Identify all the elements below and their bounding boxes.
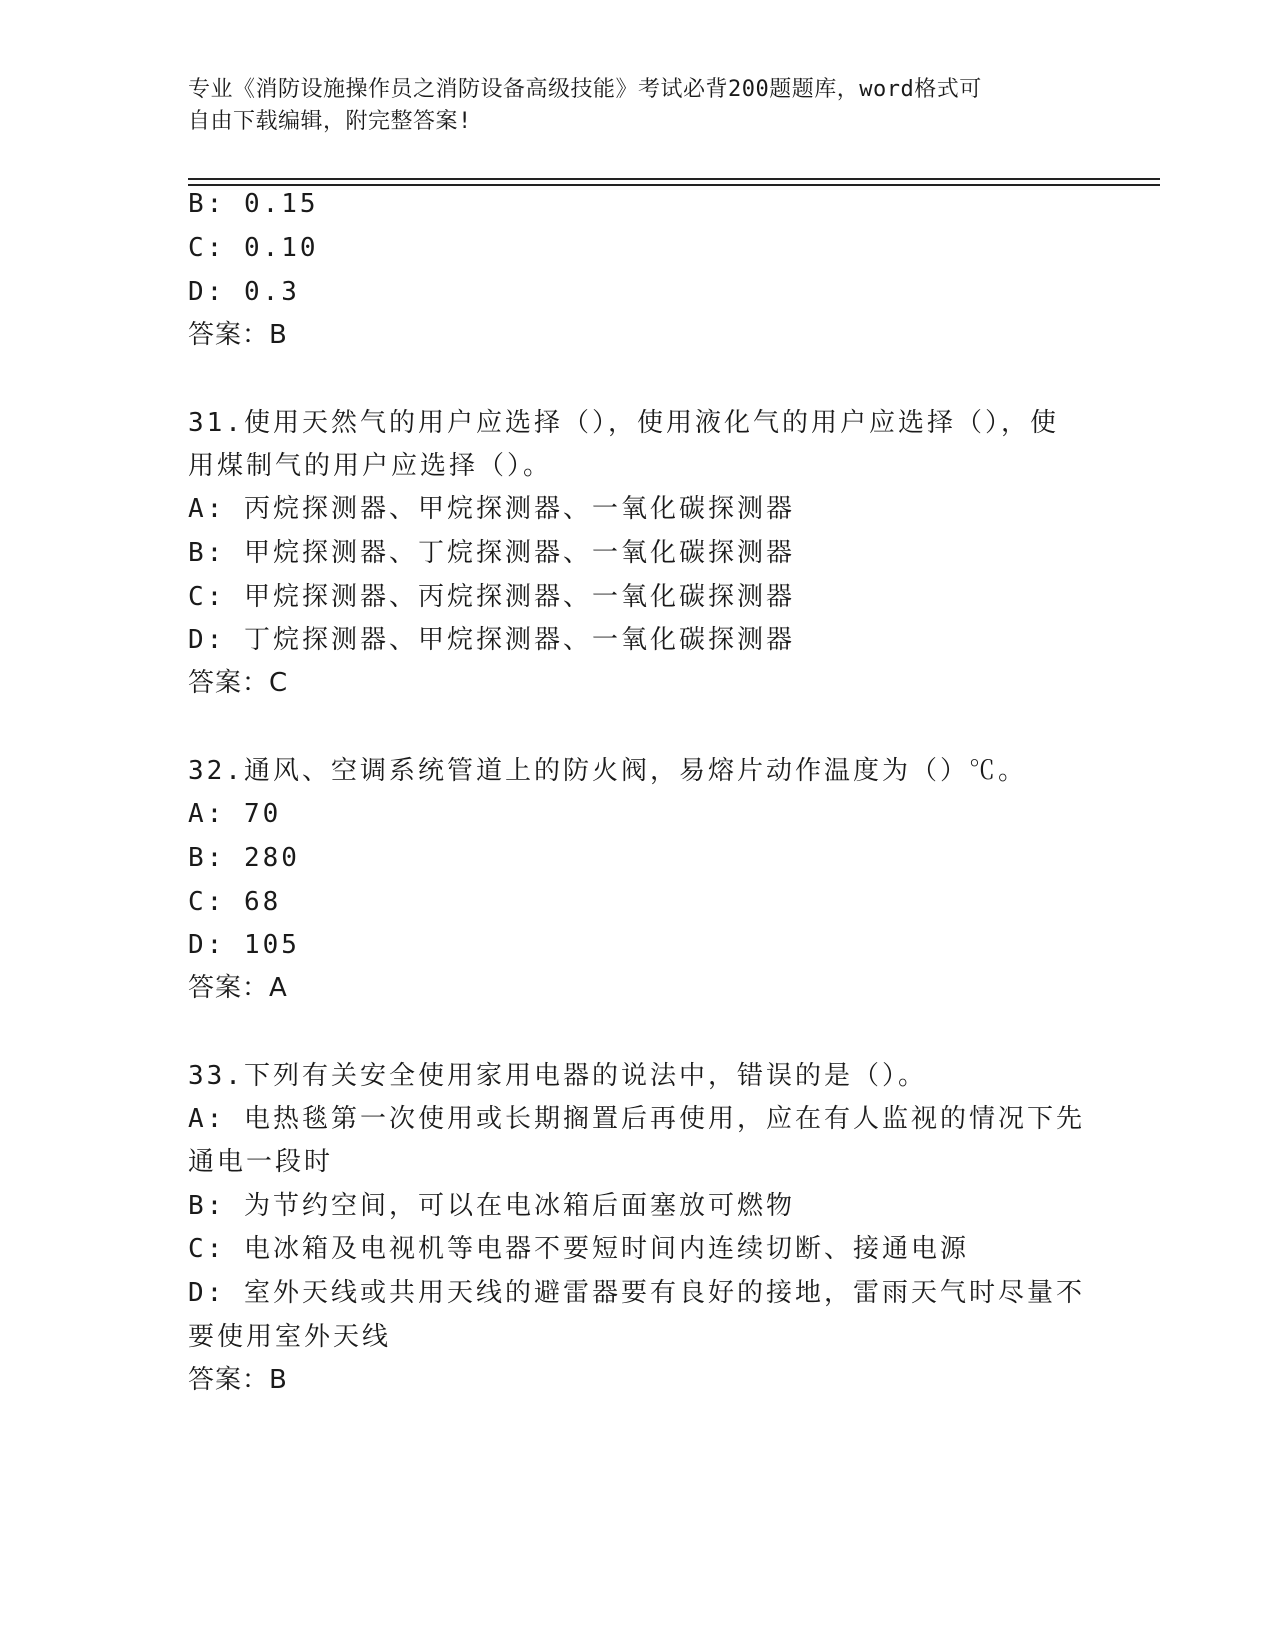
q31-option-b: B: 甲烷探测器、丁烷探测器、一氧化碳探测器 — [188, 538, 795, 568]
q32-option-d: D: 105 — [188, 930, 300, 960]
q33-option-a-line-1: A: 电热毯第一次使用或长期搁置后再使用，应在有人监视的情况下先 — [188, 1104, 1085, 1134]
header-rule-bottom — [188, 184, 1160, 186]
q33-stem: 33.下列有关安全使用家用电器的说法中，错误的是（）。 — [188, 1061, 927, 1091]
q31-answer: 答案：C — [188, 668, 289, 698]
q31-option-a: A: 丙烷探测器、甲烷探测器、一氧化碳探测器 — [188, 494, 795, 524]
page-header — [188, 74, 1068, 138]
q32-option-c: C: 68 — [188, 887, 282, 917]
q33-answer: 答案：B — [188, 1365, 288, 1395]
header-line-1: 专业《消防设施操作员之消防设备高级技能》考试必背200题题库，word格式可 — [188, 77, 982, 102]
q31-stem-line-2: 用煤制气的用户应选择（）。 — [188, 451, 553, 481]
q33-option-b: B: 为节约空间，可以在电冰箱后面塞放可燃物 — [188, 1191, 795, 1221]
header-line-2: 自由下载编辑，附完整答案! — [188, 109, 472, 134]
q33-option-a-line-2: 通电一段时 — [188, 1147, 334, 1177]
q33-option-d-line-2: 要使用室外天线 — [188, 1322, 392, 1352]
q32-answer: 答案：A — [188, 973, 288, 1003]
q33-option-d-line-1: D: 室外天线或共用天线的避雷器要有良好的接地，雷雨天气时尽量不 — [188, 1278, 1085, 1308]
q32-stem: 32.通风、空调系统管道上的防火阀，易熔片动作温度为（）℃。 — [188, 756, 1027, 786]
q31-option-d: D: 丁烷探测器、甲烷探测器、一氧化碳探测器 — [188, 625, 795, 655]
q32-option-b: B: 280 — [188, 843, 300, 873]
q31-stem-line-1: 31.使用天然气的用户应选择（），使用液化气的用户应选择（），使 — [188, 408, 1059, 438]
prev-option-d: D: 0.3 — [188, 277, 300, 307]
prev-option-b: B: 0.15 — [188, 189, 319, 219]
header-rule-top — [188, 178, 1160, 180]
q33-option-c: C: 电冰箱及电视机等电器不要短时间内连续切断、接通电源 — [188, 1234, 969, 1264]
prev-answer: 答案：B — [188, 320, 288, 350]
prev-option-c: C: 0.10 — [188, 233, 319, 263]
q31-option-c: C: 甲烷探测器、丙烷探测器、一氧化碳探测器 — [188, 582, 795, 612]
q32-option-a: A: 70 — [188, 799, 282, 829]
